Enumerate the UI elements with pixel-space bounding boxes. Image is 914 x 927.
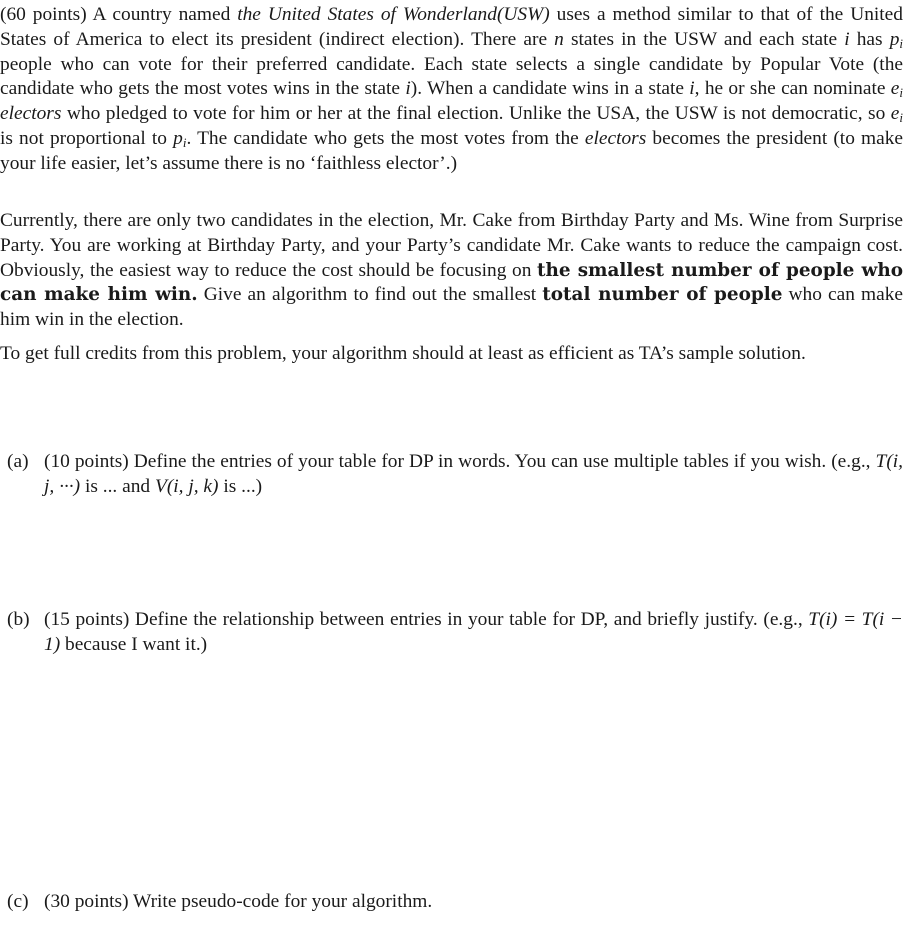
problem-efficiency-note: To get full credits from this problem, your algorithm should at least as efficient as TA’s sample solution.: [0, 343, 806, 364]
question-label: (c): [7, 891, 29, 912]
problem-intro: (60 points) A country named the United States of Wonderland(USW) uses a method similar to that of the United States of America to elect its president (indirect election). There are n states in the USW and each state i has $p_i$ people who can vote for their preferred candidate. Each state selects a single candidate by Popular Vote (the candidate who gets the most votes wins in the state i). When a candidate wins in a state i, he or she can nominate $e_i$ electors who pledged to vote for him or her at the final election. Unlike the USA, the USW is not democratic, so $e_i$ is not proportional to $p_i$. The candidate who gets the most votes from the electors becomes the president (to make your life easier, let’s assume there is no ‘faithless elector’.): [0, 4, 904, 174]
math-expression: T(i) = T(i − 1): [44, 609, 903, 655]
question-label: (a): [7, 451, 29, 472]
math-expression: V(i, j, k): [154, 475, 219, 497]
question-a: (a) (10 points) Define the entries of your table for DP in words. You can use multiple tables if you wish. (e.g., T(i, j, ···) is ... and V(i, j, k) is ...): [7, 451, 904, 497]
math-expression: T(i, j, ···): [44, 451, 904, 497]
question-points: (30 points): [44, 891, 129, 912]
emphasis-smallest-number: the smallest number of people who can make him win.: [0, 259, 903, 306]
problem-points: (60 points): [0, 4, 87, 25]
question-points: (15 points): [44, 609, 130, 630]
question-c: (c) (30 points) Write pseudo-code for your algorithm.: [7, 890, 903, 915]
question-points: (10 points): [44, 451, 129, 472]
question-b: (b) (15 points) Define the relationship between entries in your table for DP, and briefly justify. (e.g., T(i) = T(i − 1) because I want it.): [7, 609, 903, 655]
emphasis-total-number: total number of people: [542, 284, 783, 306]
question-label: (b): [7, 609, 30, 630]
problem-scenario: Currently, there are only two candidates in the election, Mr. Cake from Birthday Party and Ms. Wine from Surprise Party. You are working at Birthday Party, and your Party’s candidate Mr. Cake wants to reduce the campaign cost. Obviously, the easiest way to reduce the cost should be focusing on the smallest number of people who can make him win. Give an algorithm to find out the smallest total number of people who can make him win in the election.: [0, 210, 903, 331]
country-name: the United States of Wonderland: [237, 4, 497, 25]
